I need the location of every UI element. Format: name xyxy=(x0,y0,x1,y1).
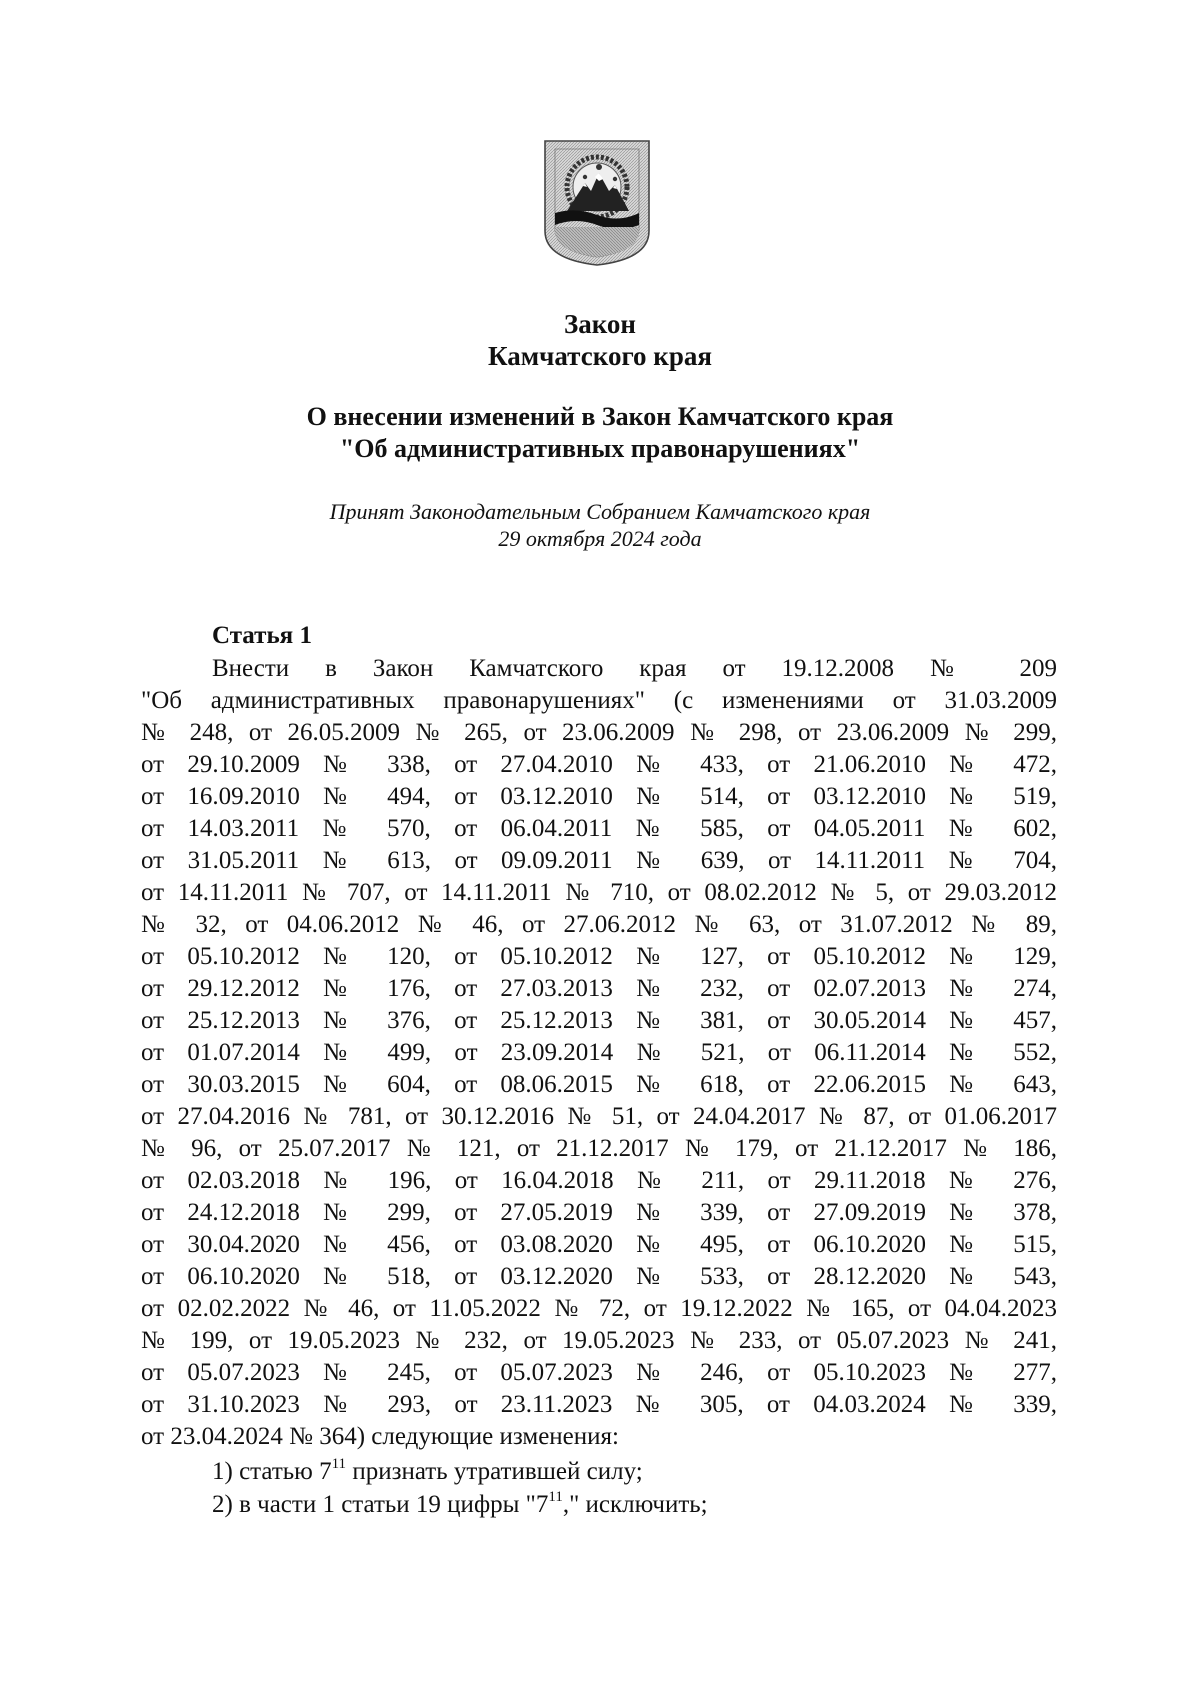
amendment-item-2-text-tail: ," исключить; xyxy=(562,1491,708,1518)
article-body-line: "Об административных правонарушениях" (с изменениями от 31.03.2009 xyxy=(141,687,1057,714)
article-body-line: от 01.07.2014 № 499, от 23.09.2014 № 521, от 06.11.2014 № 552, xyxy=(141,1039,1057,1066)
amendment-item-2 xyxy=(212,1490,708,1520)
region-title: Камчатского края xyxy=(488,341,712,371)
law-title: Закон xyxy=(563,309,636,339)
article-body-line: № 199, от 19.05.2023 № 232, от 19.05.2023 № 233, от 05.07.2023 № 241, xyxy=(141,1327,1057,1354)
article-body-line: от 30.03.2015 № 604, от 08.06.2015 № 618, от 22.06.2015 № 643, xyxy=(141,1071,1057,1098)
article-body-line: от 05.10.2012 № 120, от 05.10.2012 № 127, от 05.10.2012 № 129, xyxy=(141,943,1057,970)
amendment-item-1 xyxy=(212,1457,643,1487)
article-body-line: от 23.04.2024 № 364) следующие изменения: xyxy=(141,1423,619,1450)
article-body-line: № 96, от 25.07.2017 № 121, от 21.12.2017 № 179, от 21.12.2017 № 186, xyxy=(141,1135,1057,1162)
adoption-date: 29 октября 2024 года xyxy=(498,526,702,551)
article-body-line: от 14.11.2011 № 707, от 14.11.2011 № 710, от 08.02.2012 № 5, от 29.03.2012 xyxy=(141,879,1057,906)
amendment-item-1-text-tail: признать утратившей силу; xyxy=(346,1458,643,1485)
coat-of-arms-emblem xyxy=(541,139,653,267)
article-body-line: от 02.03.2018 № 196, от 16.04.2018 № 211, от 29.11.2018 № 276, xyxy=(141,1167,1057,1194)
article-body-line: № 32, от 04.06.2012 № 46, от 27.06.2012 № 63, от 31.07.2012 № 89, xyxy=(141,911,1057,938)
amendment-item-2-superscript: 11 xyxy=(548,1489,563,1505)
article-body-line: от 16.09.2010 № 494, от 03.12.2010 № 514, от 03.12.2010 № 519, xyxy=(141,783,1057,810)
article-body-line: от 27.04.2016 № 781, от 30.12.2016 № 51, от 24.04.2017 № 87, от 01.06.2017 xyxy=(141,1103,1057,1130)
article-body-line: от 05.07.2023 № 245, от 05.07.2023 № 246, от 05.10.2023 № 277, xyxy=(141,1359,1057,1386)
article-body-line: от 24.12.2018 № 299, от 27.05.2019 № 339, от 27.09.2019 № 378, xyxy=(141,1199,1057,1226)
article-body-line: от 29.10.2009 № 338, от 27.04.2010 № 433, от 21.06.2010 № 472, xyxy=(141,751,1057,778)
article-body-line: от 31.05.2011 № 613, от 09.09.2011 № 639, от 14.11.2011 № 704, xyxy=(141,847,1057,874)
article-body-line: от 02.02.2022 № 46, от 11.05.2022 № 72, от 19.12.2022 № 165, от 04.04.2023 xyxy=(141,1295,1057,1322)
article-body-line: от 06.10.2020 № 518, от 03.12.2020 № 533, от 28.12.2020 № 543, xyxy=(141,1263,1057,1290)
law-subject-line1: О внесении изменений в Закон Камчатского края xyxy=(306,402,894,431)
article-body-line: № 248, от 26.05.2009 № 265, от 23.06.2009 № 298, от 23.06.2009 № 299, xyxy=(141,719,1057,746)
law-subject-line2: "Об административных правонарушениях" xyxy=(339,434,861,463)
amendment-item-2-text: 2) в части 1 статьи 19 цифры "7 xyxy=(212,1491,549,1518)
article-body-line: от 30.04.2020 № 456, от 03.08.2020 № 495, от 06.10.2020 № 515, xyxy=(141,1231,1057,1258)
adopted-by-line: Принят Законодательным Собранием Камчатского края xyxy=(329,499,871,524)
article-body-line: от 29.12.2012 № 176, от 27.03.2013 № 232, от 02.07.2013 № 274, xyxy=(141,975,1057,1002)
amendment-item-1-superscript: 11 xyxy=(331,1456,347,1472)
article-heading: Статья 1 xyxy=(212,622,312,649)
article-body-line: Внести в Закон Камчатского края от 19.12.2008 № 209 xyxy=(212,655,1057,682)
amendment-item-1-text: 1) статью 7 xyxy=(212,1458,332,1485)
article-body-line: от 25.12.2013 № 376, от 25.12.2013 № 381, от 30.05.2014 № 457, xyxy=(141,1007,1057,1034)
article-body-line: от 31.10.2023 № 293, от 23.11.2023 № 305, от 04.03.2024 № 339, xyxy=(141,1391,1057,1418)
article-body-line: от 14.03.2011 № 570, от 06.04.2011 № 585, от 04.05.2011 № 602, xyxy=(141,815,1057,842)
